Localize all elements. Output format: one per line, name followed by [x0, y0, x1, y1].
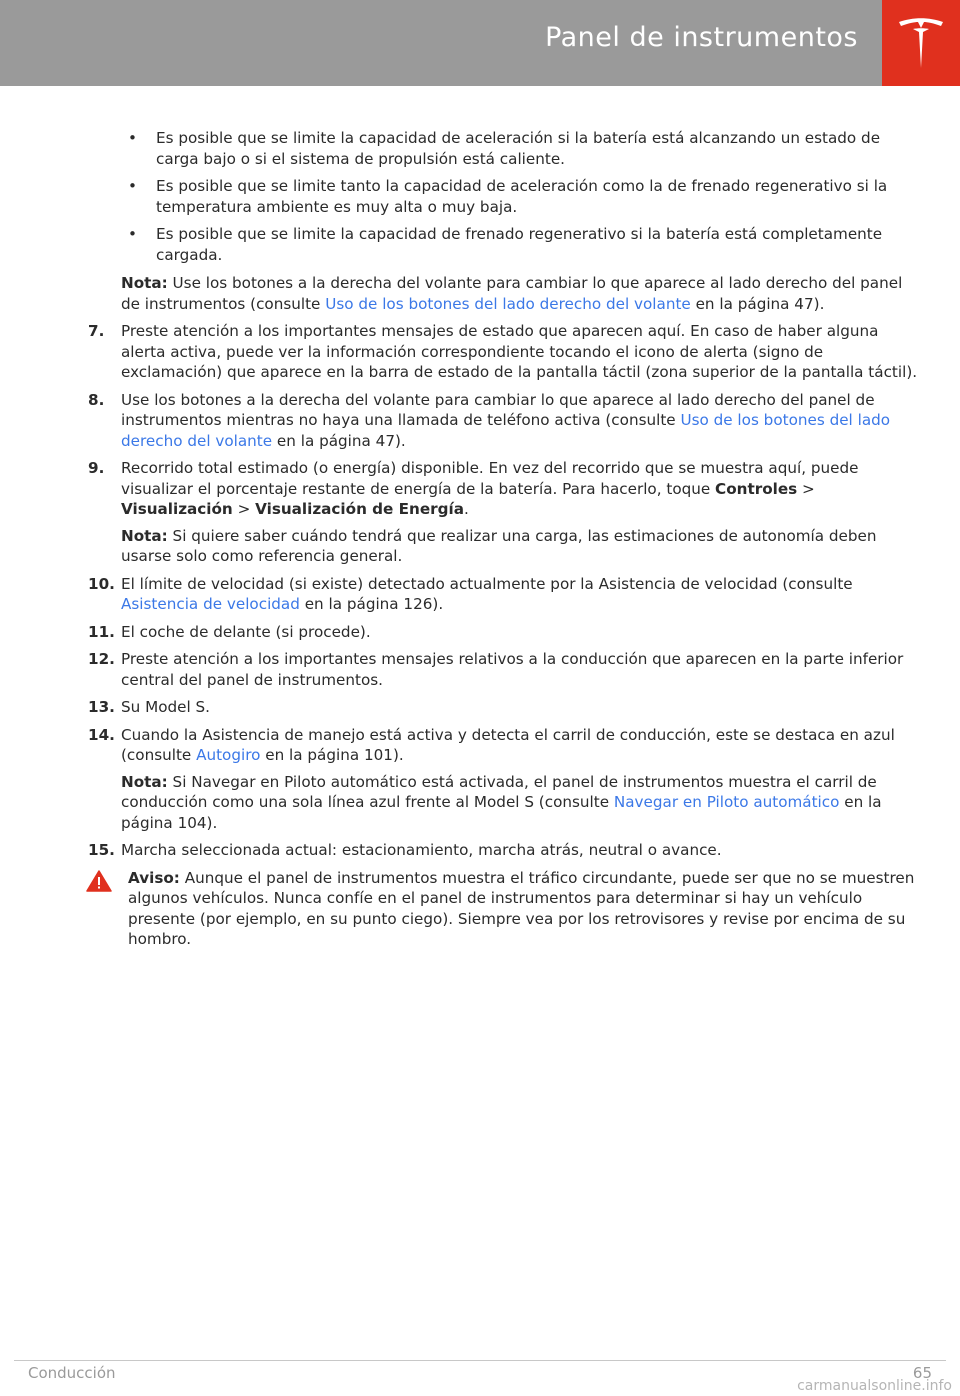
numbered-item-12: 12. Preste atención a los importantes mensajes relativos a la conducción que aparecen en la parte inferior central del panel de instrumentos. — [88, 650, 904, 689]
bullet-dot-icon: • — [128, 177, 137, 195]
logo-box — [882, 0, 960, 86]
page-title: Panel de instrumentos — [545, 22, 858, 53]
menu-path-display: Visualización — [121, 500, 233, 518]
watermark: carmanualsonline.info — [797, 1378, 952, 1394]
footer-divider — [14, 1360, 946, 1361]
page-header — [0, 0, 960, 86]
numbered-item-8: 8. Use los botones a la derecha del volante para cambiar lo que aparece al lado derecho del panel de instrumentos mientras no haya una llamada de teléfono activa (consulte Uso de los botones del lado derecho del volante en la página 47). — [88, 390, 891, 450]
note-paragraph: Nota: Si quiere saber cuándo tendrá que realizar una carga, las estimaciones de autonomía deben usarse solo como referencia general. — [121, 526, 877, 565]
numbered-item-15: 15. Marcha seleccionada actual: estacionamiento, marcha atrás, neutral o avance. — [88, 841, 722, 859]
cross-reference-link[interactable]: Navegar en Piloto automático — [613, 793, 840, 811]
numbered-item-7: 7. Preste atención a los importantes mensajes de estado que aparecen aquí. En caso de haber alguna alerta activa, puede ver la información correspondiente tocando el icono de alerta (signo de exclamación) que aparece en la barra de estado de la pantalla táctil (zona superior de la pantalla táctil). — [88, 322, 918, 381]
cross-reference-link[interactable]: Uso de los botones del lado derecho del volante — [121, 411, 891, 450]
list-item: • Es posible que se limite la capacidad de frenado regenerativo si la batería está completamente cargada. — [128, 225, 883, 264]
list-item: • Es posible que se limite tanto la capacidad de aceleración como la de frenado regenerativo si la temperatura ambiente es muy alta o muy baja. — [128, 177, 888, 216]
note-paragraph: Nota: Si Navegar en Piloto automático está activada, el panel de instrumentos muestra el carril de conducción como una sola línea azul frente al Model S (consulte Navegar en Piloto automático en la página 104). — [121, 772, 882, 832]
page-number: 65 — [912, 1364, 932, 1382]
warning-box: Aviso: Aunque el panel de instrumentos muestra el tráfico circundante, puede ser que no se muestren algunos vehículos. Nunca confíe en el panel de instrumentos para determinar si hay un vehículo presente (por ejemplo, en su punto ciego). Siempre vea por los retrovisores y revise por encima de su hombro. — [88, 868, 920, 950]
list-item: • Es posible que se limite la capacidad de aceleración si la batería está alcanzando un estado de carga bajo o si el sistema de propulsión está caliente. — [128, 129, 881, 168]
cross-reference-link[interactable]: Autogiro — [196, 746, 261, 764]
bullet-dot-icon: • — [128, 129, 137, 147]
bullet-dot-icon: • — [128, 225, 137, 243]
numbered-item-13: 13. Su Model S. — [88, 698, 210, 716]
numbered-item-10: 10. El límite de velocidad (si existe) detectado actualmente por la Asistencia de velocidad (consulte Asistencia de velocidad en la página 126). — [88, 574, 853, 613]
main-content — [88, 128, 920, 950]
cross-reference-link[interactable]: Asistencia de velocidad — [121, 595, 300, 613]
warning-triangle-icon — [86, 870, 112, 892]
footer-section: Conducción — [28, 1364, 116, 1382]
cross-reference-link[interactable]: Uso de los botones del lado derecho del volante — [325, 294, 691, 313]
numbered-item-14: 14. Cuando la Asistencia de manejo está activa y detecta el carril de conducción, este se destaca en azul (consulte Autogiro en la página 101). — [88, 725, 895, 764]
numbered-item-11: 11. El coche de delante (si procede). — [88, 622, 371, 641]
menu-path-controls: Controles — [715, 479, 798, 498]
bullet-list — [88, 128, 920, 265]
note-paragraph: Nota: Use los botones a la derecha del volante para cambiar lo que aparece al lado derecho del panel de instrumentos (consulte Uso de los botones del lado derecho del volante en la página 47). — [121, 274, 903, 313]
tesla-logo-icon — [897, 16, 945, 70]
numbered-item-9: 9. Recorrido total estimado (o energía) disponible. En vez del recorrido que se muestra aquí, puede visualizar el porcentaje restante de energía de la batería. Para hacerlo, toque Controles > Visualización > Visualización de Energía. — [88, 459, 859, 518]
menu-path-energy-display: Visualización de Energía — [255, 500, 464, 518]
